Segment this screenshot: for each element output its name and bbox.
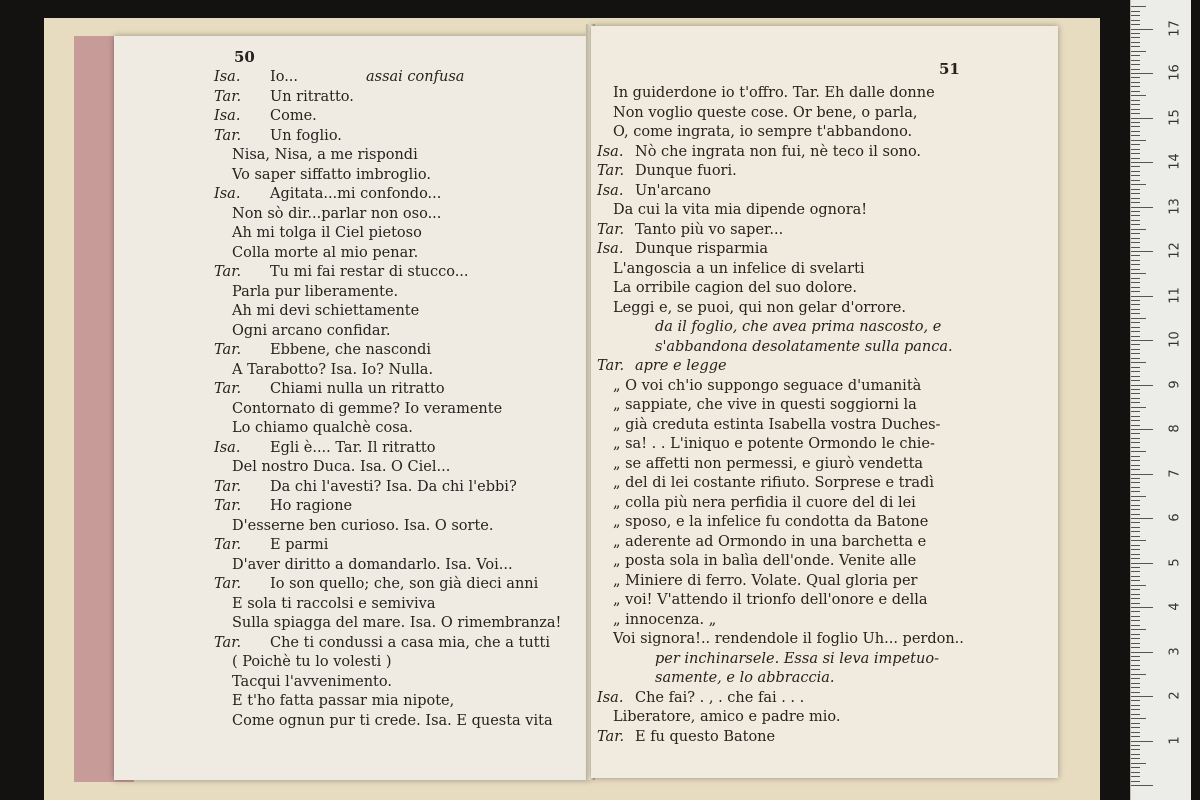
ruler-tick [1131,264,1140,265]
ruler-tick [1131,785,1153,786]
ruler-label: 11 [1167,286,1183,304]
speaker-label: Tar. [214,342,242,358]
ruler-tick [1131,15,1140,16]
ruler-tick [1131,758,1140,759]
ruler-tick [1131,514,1140,515]
ruler-tick [1131,60,1140,61]
ruler-tick [1131,162,1153,163]
ruler-tick [1131,229,1146,230]
ruler-tick [1131,6,1146,7]
speaker-label: Tar. [214,576,242,592]
line-text: Ah mi devi schiettamente [232,303,420,319]
ruler-tick [1131,126,1140,127]
ruler-tick [1131,598,1140,599]
ruler-tick [1131,367,1140,368]
line-text: Come ognun pur ti crede. Isa. E questa vita [232,712,553,729]
ruler-tick [1131,487,1140,488]
ruler-tick [1131,620,1140,621]
ruler-tick [1131,207,1153,208]
ruler-tick [1131,385,1153,386]
ruler-tick [1131,327,1140,328]
line-text: „ colla più nera perfidia il cuore del di lei [613,494,916,511]
ruler-tick [1131,558,1140,559]
ruler-tick [1131,282,1140,283]
speaker-label: Tar. [597,358,625,374]
ruler-tick [1131,109,1140,110]
ruler-tick [1131,700,1140,701]
ruler-tick [1131,251,1153,252]
ruler-tick [1131,242,1140,243]
ruler-tick [1131,37,1140,38]
ruler-tick [1131,180,1140,181]
line-text: Contornato di gemme? Io veramente [232,400,503,417]
ruler-tick [1131,322,1140,323]
ruler-tick [1131,656,1140,657]
ruler-tick [1131,144,1140,145]
line-text: „ già creduta estinta Isabella vostra Duches- [613,416,941,433]
ruler-tick [1131,460,1140,461]
ruler-label: 6 [1167,513,1183,522]
ruler-tick [1131,442,1140,443]
ruler-tick [1131,358,1140,359]
line-text: „ innocenza. „ [613,611,717,628]
ruler-tick [1131,669,1140,670]
line-text: Non voglio queste cose. Or bene, o parla, [613,104,918,121]
ruler-tick [1131,300,1140,301]
ruler-tick [1131,118,1153,119]
ruler-tick [1131,469,1140,470]
ruler-tick [1131,166,1140,167]
ruler-tick [1131,741,1153,742]
line-text: Ah mi tolga il Ciel pietoso [232,225,422,241]
line-text: Che fai? . , . che fai . . . [635,689,805,706]
ruler-tick [1131,429,1153,430]
line-text: Un'arcano [635,182,711,199]
line-text: da il foglio, che avea prima nascosto, e [655,319,942,335]
line-text: D'esserne ben curioso. Isa. O sorte. [232,517,494,534]
ruler-label: 7 [1167,468,1183,478]
ruler-tick [1131,438,1140,439]
speaker-label: Tar. [214,127,242,144]
ruler-tick [1131,781,1140,782]
ruler-tick [1131,594,1140,595]
line-text: „ Miniere di ferro. Volate. Qual gloria per [613,572,918,589]
ruler-tick [1131,554,1140,555]
line-text: „ voi! V'attendo il trionfo dell'onore e della [613,592,928,608]
ruler-tick [1131,643,1140,644]
ruler-tick [1131,678,1140,679]
ruler-label: 5 [1167,557,1183,567]
ruler-tick [1131,402,1140,403]
line-text: Da chi l'avesti? Isa. Da chi l'ebbi? [270,478,517,495]
line-text: Ogni arcano confidar. [232,322,391,339]
line-text: Io... [270,69,299,85]
ruler-tick [1131,273,1146,274]
ruler-tick [1131,82,1140,83]
ruler-tick [1131,603,1140,604]
line-text: O, come ingrata, io sempre t'abbandono. [613,124,913,140]
ruler-tick [1131,714,1140,715]
ruler-tick [1131,371,1140,372]
ruler-tick [1131,393,1140,394]
ruler-tick [1131,607,1153,608]
line-text: In guiderdone io t'offro. Tar. Eh dalle donne [613,85,935,101]
ruler-tick [1131,291,1140,292]
page-number-left: 50 [234,48,255,66]
ruler-tick [1131,767,1140,768]
line-text: Chiami nulla un ritratto [270,381,445,397]
speaker-label: Tar. [214,537,242,553]
ruler-tick [1131,407,1146,408]
ruler-tick [1131,287,1140,288]
ruler-tick [1131,567,1140,568]
speaker-label: Tar. [214,498,242,514]
speaker-label: Isa. [214,186,241,202]
ruler-tick [1131,198,1140,199]
ruler-tick [1131,296,1153,297]
ruler-tick [1131,727,1140,728]
ruler-tick [1131,42,1140,43]
measuring-ruler [1130,0,1191,800]
line-text: E fu questo Batone [635,728,776,745]
ruler-tick [1131,723,1140,724]
ruler-tick [1131,705,1140,706]
ruler-tick [1131,100,1140,101]
ruler-tick [1131,344,1140,345]
ruler-tick [1131,660,1140,661]
line-text: E sola ti raccolsi e semiviva [232,595,436,612]
ruler-label: 8 [1167,424,1183,433]
ruler-tick [1131,478,1140,479]
line-text: samente, e lo abbraccia. [655,670,835,686]
ruler-label: 10 [1167,331,1183,348]
ruler-tick [1131,420,1140,421]
ruler-tick [1131,140,1146,141]
ruler-tick [1131,255,1140,256]
ruler-label: 15 [1167,108,1183,126]
ruler-tick [1131,135,1140,136]
ruler-tick [1131,193,1140,194]
ruler-tick [1131,175,1140,176]
ruler-tick [1131,184,1146,185]
ruler-tick [1131,340,1153,341]
line-text: Io son quello; che, son già dieci anni [270,576,539,592]
ruler-tick [1131,278,1140,279]
ruler-tick [1131,202,1140,203]
ruler-tick [1131,447,1140,448]
speaker-label: Isa. [597,241,624,257]
line-text: Agitata...mi confondo... [270,186,442,202]
line-text: Del nostro Duca. Isa. O Ciel... [232,459,451,475]
stage-direction: assai confusa [366,69,465,85]
speaker-label: Isa. [214,69,241,85]
ruler-tick [1131,158,1140,159]
line-text: Leggi e, se puoi, qui non gelar d'orrore. [613,299,906,316]
line-text: Parla pur liberamente. [232,283,399,300]
line-text: Egli è.... Tar. Il ritratto [270,439,436,456]
ruler-tick [1131,91,1140,92]
ruler-tick [1131,522,1140,523]
page-number-right: 51 [939,60,960,78]
speaker-label: Tar. [214,264,242,280]
ruler-tick [1131,309,1140,310]
line-text: D'aver diritto a domandarlo. Isa. Voi... [232,556,513,573]
ruler-tick [1131,509,1140,510]
ruler-tick [1131,465,1140,466]
line-text: Voi signora!.. rendendole il foglio Uh... perdon.. [613,631,964,647]
ruler-tick [1131,77,1140,78]
ruler-tick [1131,451,1146,452]
ruler-tick [1131,376,1140,377]
ruler-tick [1131,585,1146,586]
ruler-tick [1131,736,1140,737]
line-text: Nò che ingrata non fui, nè teco il sono. [635,143,922,160]
ruler-tick [1131,687,1140,688]
line-text: Tanto più vo saper... [635,221,784,238]
ruler-tick [1131,571,1140,572]
right-page [591,26,1058,778]
ruler-tick [1131,776,1140,777]
ruler-label: 16 [1167,64,1183,81]
line-text: Dunque fuori. [635,163,737,179]
ruler-tick [1131,531,1140,532]
ruler-tick [1131,536,1140,537]
ruler-tick [1131,683,1140,684]
ruler-tick [1131,313,1140,314]
ruler-label: 4 [1167,602,1183,611]
line-text: Nisa, Nisa, a me rispondi [232,147,418,163]
speaker-label: Tar. [214,634,242,651]
ruler-tick [1131,153,1140,154]
ruler-tick [1131,331,1140,332]
ruler-tick [1131,500,1140,501]
ruler-tick [1131,362,1146,363]
speaker-label: Tar. [597,728,625,745]
line-text: Colla morte al mio penar. [232,244,419,261]
ruler-tick [1131,51,1146,52]
speaker-label: Tar. [214,381,242,397]
ruler-tick [1131,540,1146,541]
line-text: „ sappiate, che vive in questi soggiorni la [613,397,917,413]
line-text: Un foglio. [270,127,342,144]
ruler-tick [1131,518,1153,519]
ruler-tick [1131,260,1140,261]
speaker-label: Isa. [597,689,624,706]
speaker-label: Isa. [597,143,624,160]
speaker-label: Tar. [214,88,242,105]
ruler-label: 2 [1167,691,1183,700]
ruler-tick [1131,411,1140,412]
ruler-tick [1131,349,1140,350]
ruler-tick [1131,527,1140,528]
ruler-tick [1131,95,1146,96]
ruler-tick [1131,269,1140,270]
ruler-tick [1131,104,1140,105]
line-text: Come. [270,108,317,124]
ruler-tick [1131,211,1140,212]
speaker-label: Tar. [597,221,625,238]
ruler-tick [1131,55,1140,56]
ruler-tick [1131,474,1153,475]
line-text: E t'ho fatta passar mia nipote, [232,693,455,709]
ruler-tick [1131,496,1146,497]
ruler-label: 9 [1167,379,1183,389]
ruler-tick [1131,233,1140,234]
ruler-tick [1131,29,1153,30]
line-text: E parmi [270,537,329,553]
ruler-tick [1131,576,1140,577]
speaker-label: Isa. [214,439,241,456]
ruler-tick [1131,318,1146,319]
line-text: s'abbandona desolatamente sulla panca. [655,338,953,355]
line-text: Liberatore, amico e padre mio. [613,709,841,725]
ruler-tick [1131,189,1140,190]
line-text: „ sposo, e la infelice fu condotta da Batone [613,514,929,530]
ruler-label: 14 [1167,153,1183,170]
ruler-tick [1131,709,1140,710]
speaker-label: Tar. [597,163,625,179]
ruler-tick [1131,674,1146,675]
line-text: Vo saper siffatto imbroglio. [232,166,431,183]
line-text: „ del di lei costante rifiuto. Sorprese e tradì [613,475,934,491]
line-text: „ se affetti non permessi, e giurò vendetta [613,455,924,472]
ruler-tick [1131,629,1146,630]
ruler-tick [1131,491,1140,492]
ruler-tick [1131,425,1140,426]
line-text: Lo chiamo qualchè cosa. [232,420,413,436]
ruler-tick [1131,482,1140,483]
ruler-tick [1131,416,1140,417]
ruler-tick [1131,749,1140,750]
ruler-tick [1131,772,1140,773]
ruler-tick [1131,545,1140,546]
line-text: Tacqui l'avvenimento. [232,673,392,690]
line-text: A Tarabotto? Isa. Io? Nulla. [232,361,434,378]
ruler-tick [1131,647,1140,648]
ruler-tick [1131,589,1140,590]
ruler-tick [1131,549,1140,550]
ruler-tick [1131,398,1140,399]
line-text: „ posta sola in balìa dell'onde. Venite alle [613,553,917,569]
ruler-tick [1131,131,1140,132]
ruler-tick [1131,46,1140,47]
ruler-tick [1131,763,1146,764]
ruler-tick [1131,652,1153,653]
speaker-label: Isa. [597,182,624,199]
ruler-tick [1131,389,1140,390]
line-text: Dunque risparmia [635,241,769,257]
ruler-tick [1131,238,1140,239]
ruler-tick [1131,73,1153,74]
ruler-tick [1131,625,1140,626]
line-text: „ aderente ad Ormondo in una barchetta e [613,533,927,550]
ruler-tick [1131,247,1140,248]
ruler-tick [1131,611,1140,612]
ruler-tick [1131,24,1140,25]
ruler-tick [1131,563,1153,564]
ruler-tick [1131,505,1140,506]
ruler-tick [1131,616,1140,617]
line-text: apre e legge [635,358,727,374]
ruler-tick [1131,220,1140,221]
ruler-label: 3 [1167,646,1183,656]
line-text: Non sò dir...parlar non oso... [232,205,442,222]
line-text: Che ti condussi a casa mia, che a tutti [270,634,550,651]
line-text: per inchinarsele. Essa si leva impetuo- [655,650,939,667]
ruler-tick [1131,86,1140,87]
ruler-tick [1131,634,1140,635]
ruler-label: 12 [1167,242,1183,259]
ruler-tick [1131,171,1140,172]
line-text: „ O voi ch'io suppongo seguace d'umanità [613,377,922,394]
ruler-tick [1131,665,1140,666]
ruler-tick [1131,33,1140,34]
ruler-tick [1131,692,1140,693]
line-text: Un ritratto. [270,88,354,105]
line-text: Tu mi fai restar di stucco... [270,264,469,280]
ruler-tick [1131,20,1140,21]
ruler-tick [1131,353,1140,354]
ruler-tick [1131,456,1140,457]
line-text: Sulla spiagga del mare. Isa. O rimembranza! [232,615,562,631]
ruler-tick [1131,638,1140,639]
line-text: La orribile cagion del suo dolore. [613,280,857,296]
ruler-tick [1131,745,1140,746]
ruler-label: 1 [1167,735,1183,745]
ruler-tick [1131,580,1140,581]
ruler-label: 13 [1167,197,1183,215]
ruler-tick [1131,732,1140,733]
ruler-tick [1131,304,1140,305]
line-text: ( Poichè tu lo volesti ) [232,654,392,670]
line-text: „ sa! . . L'iniquo e potente Ormondo le chie- [613,436,935,452]
ruler-tick [1131,113,1140,114]
ruler-tick [1131,433,1140,434]
ruler-tick [1131,224,1140,225]
line-text: Ho ragione [270,498,353,514]
ruler-label: 17 [1167,19,1183,37]
ruler-tick [1131,11,1140,12]
line-text: Ebbene, che nascondi [270,342,432,358]
ruler-tick [1131,149,1140,150]
ruler-tick [1131,215,1140,216]
ruler-tick [1131,122,1140,123]
left-page [114,36,590,780]
ruler-tick [1131,380,1140,381]
ruler-tick [1131,64,1140,65]
line-text: L'angoscia a un infelice di svelarti [613,260,865,277]
ruler-tick [1131,696,1153,697]
speaker-label: Isa. [214,108,241,124]
speaker-label: Tar. [214,478,242,495]
line-text: Da cui la vita mia dipende ognora! [613,202,868,218]
ruler-tick [1131,69,1140,70]
ruler-tick [1131,718,1146,719]
ruler-tick [1131,754,1140,755]
ruler-tick [1131,336,1140,337]
